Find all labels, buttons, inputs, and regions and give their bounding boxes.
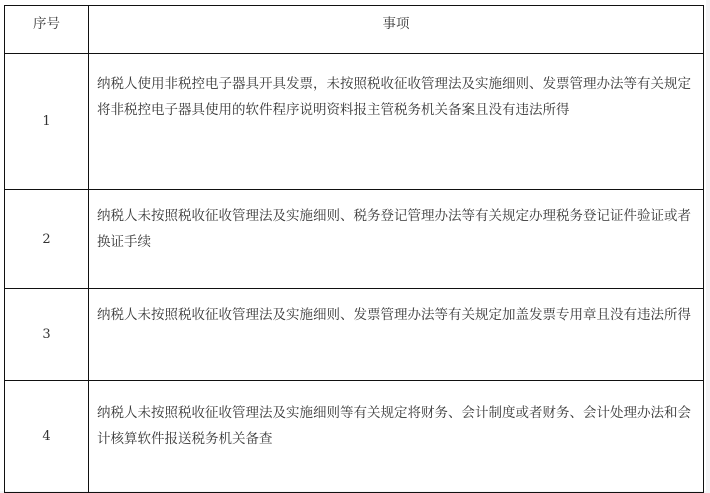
header-number: 序号 [5,6,89,54]
row-text: 纳税人未按照税收征收管理法及实施细则、税务登记管理办法等有关规定办理税务登记证件验证或者换证手续 [89,190,704,289]
table-header-row [5,6,704,54]
table-row [5,54,704,190]
table-row [5,381,704,493]
row-number: 4 [5,381,89,493]
row-number: 3 [5,289,89,381]
row-number: 1 [5,54,89,190]
row-text: 纳税人未按照税收征收管理法及实施细则等有关规定将财务、会计制度或者财务、会计处理办法和会计核算软件报送税务机关备查 [89,381,704,493]
items-table [4,5,704,493]
row-number: 2 [5,190,89,289]
header-item: 事项 [89,6,704,54]
row-text: 纳税人使用非税控电子器具开具发票，未按照税收征收管理法及实施细则、发票管理办法等有关规定将非税控电子器具使用的软件程序说明资料报主管税务机关备案且没有违法所得 [89,54,704,190]
table-row [5,289,704,381]
row-text: 纳税人未按照税收征收管理法及实施细则、发票管理办法等有关规定加盖发票专用章且没有违法所得 [89,289,704,381]
table-row [5,190,704,289]
